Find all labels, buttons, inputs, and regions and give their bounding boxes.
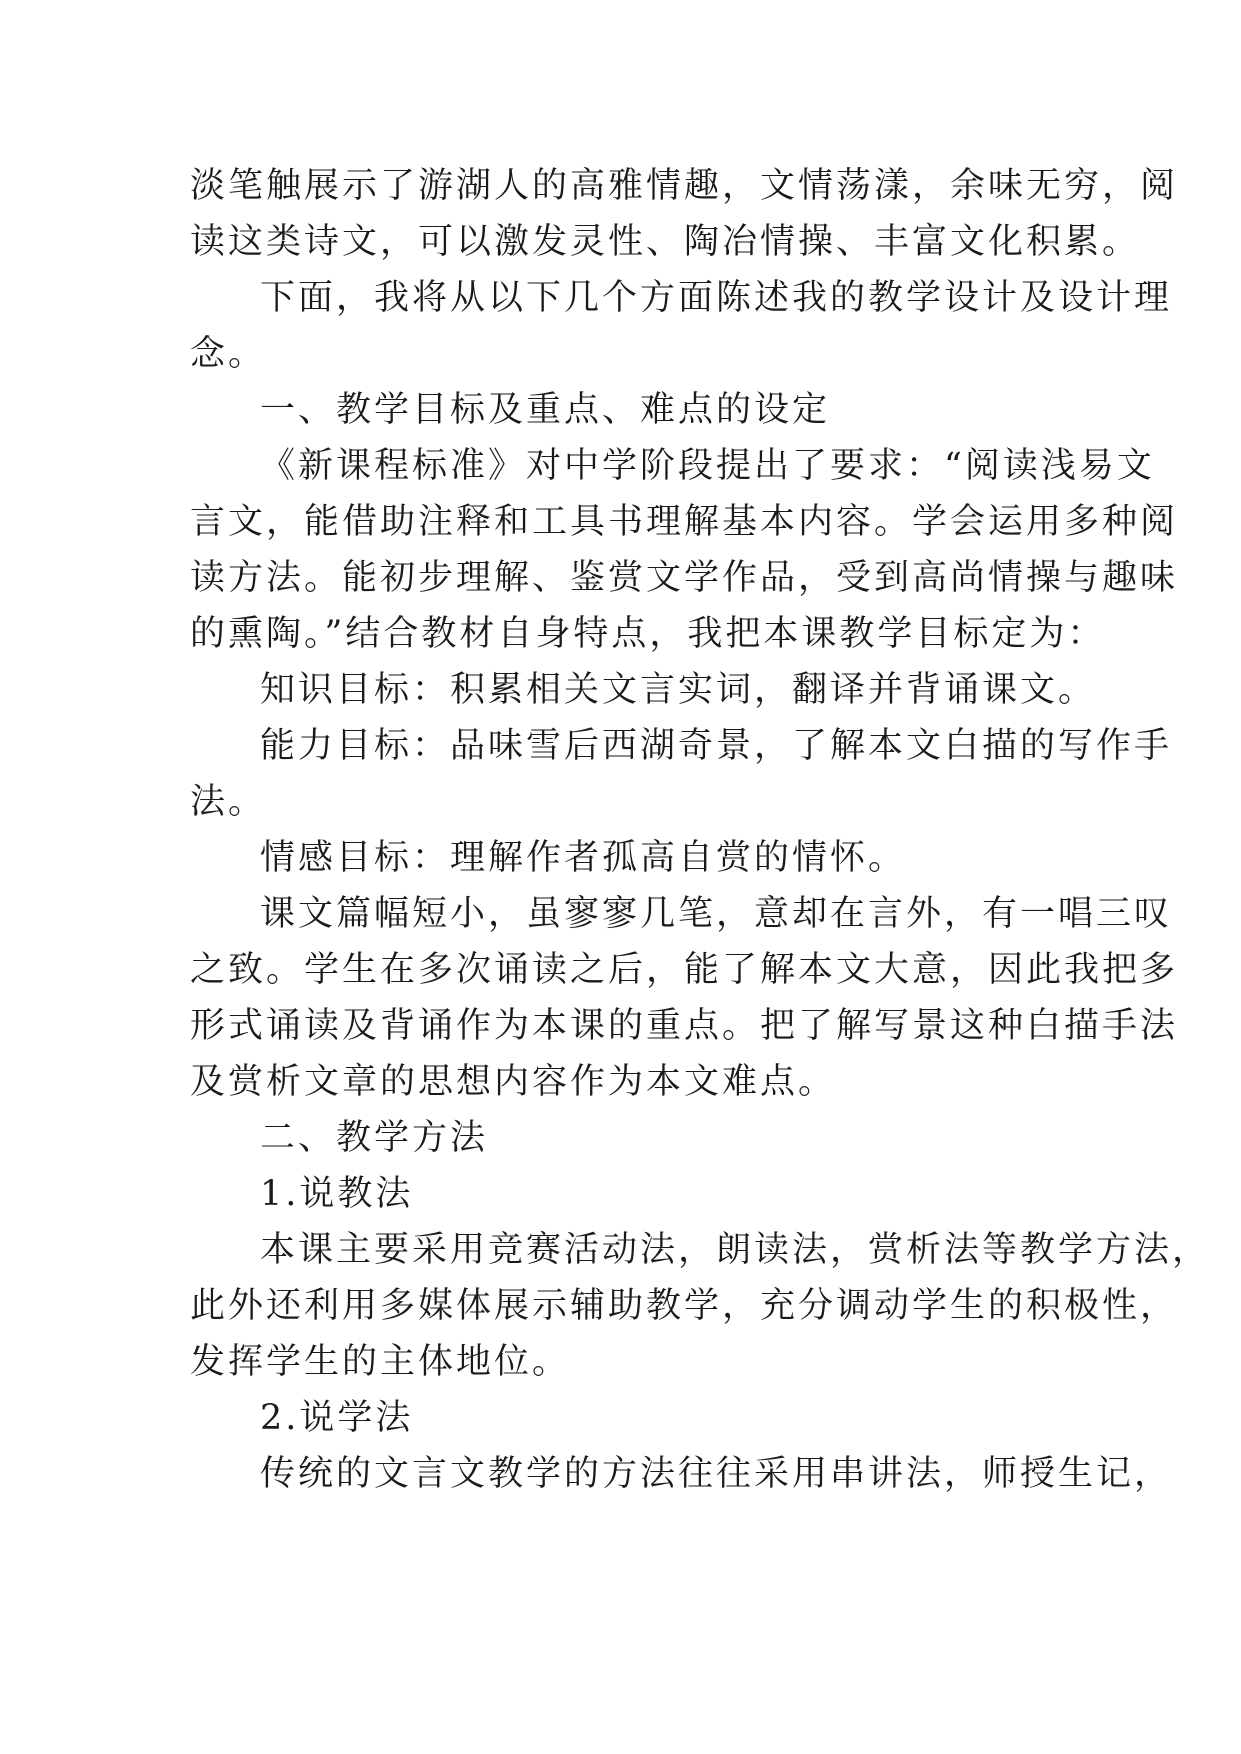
text-line: 此外还利用多媒体展示辅助教学，充分调动学生的积极性，	[190, 1286, 1179, 1326]
text-line: 读方法。能初步理解、鉴赏文学作品，受到高尚情操与趣味	[190, 558, 1179, 598]
section-heading: 一、教学目标及重点、难点的设定	[260, 390, 831, 430]
text-line: 下面，我将从以下几个方面陈述我的教学设计及设计理	[260, 278, 1173, 318]
text-line: 言文，能借助注释和工具书理解基本内容。学会运用多种阅	[190, 502, 1179, 542]
text-line: 传统的文言文教学的方法往往采用串讲法，师授生记，	[260, 1454, 1173, 1494]
text-line: 淡笔触展示了游湖人的高雅情趣，文情荡漾，余味无穷，阅	[190, 166, 1179, 206]
text-line: 形式诵读及背诵作为本课的重点。把了解写景这种白描手法	[190, 1006, 1179, 1046]
text-line: 知识目标：积累相关文言实词，翻译并背诵课文。	[260, 670, 1097, 710]
text-line: 情感目标：理解作者孤高自赏的情怀。	[260, 838, 907, 878]
subsection-heading: 1.说教法	[260, 1174, 414, 1214]
text-line: 能力目标：品味雪后西湖奇景，了解本文白描的写作手	[260, 726, 1173, 766]
text-line: 发挥学生的主体地位。	[190, 1342, 571, 1382]
subsection-heading: 2.说学法	[260, 1398, 414, 1438]
text-line: 之致。学生在多次诵读之后，能了解本文大意，因此我把多	[190, 950, 1179, 990]
text-line: 《新课程标准》对中学阶段提出了要求：“阅读浅易文	[260, 446, 1155, 486]
text-line: 课文篇幅短小，虽寥寥几笔，意却在言外，有一唱三叹	[260, 894, 1173, 934]
text-line: 的熏陶。”结合教材自身特点，我把本课教学目标定为：	[190, 614, 1106, 654]
text-line: 读这类诗文，可以激发灵性、陶冶情操、丰富文化积累。	[190, 222, 1141, 262]
section-heading: 二、教学方法	[260, 1118, 489, 1158]
text-line: 及赏析文章的思想内容作为本文难点。	[190, 1062, 837, 1102]
text-line: 念。	[190, 334, 267, 374]
text-line: 法。	[190, 782, 267, 822]
text-line: 本课主要采用竞赛活动法，朗读法，赏析法等教学方法，	[260, 1230, 1211, 1270]
document-body	[190, 158, 1211, 1502]
